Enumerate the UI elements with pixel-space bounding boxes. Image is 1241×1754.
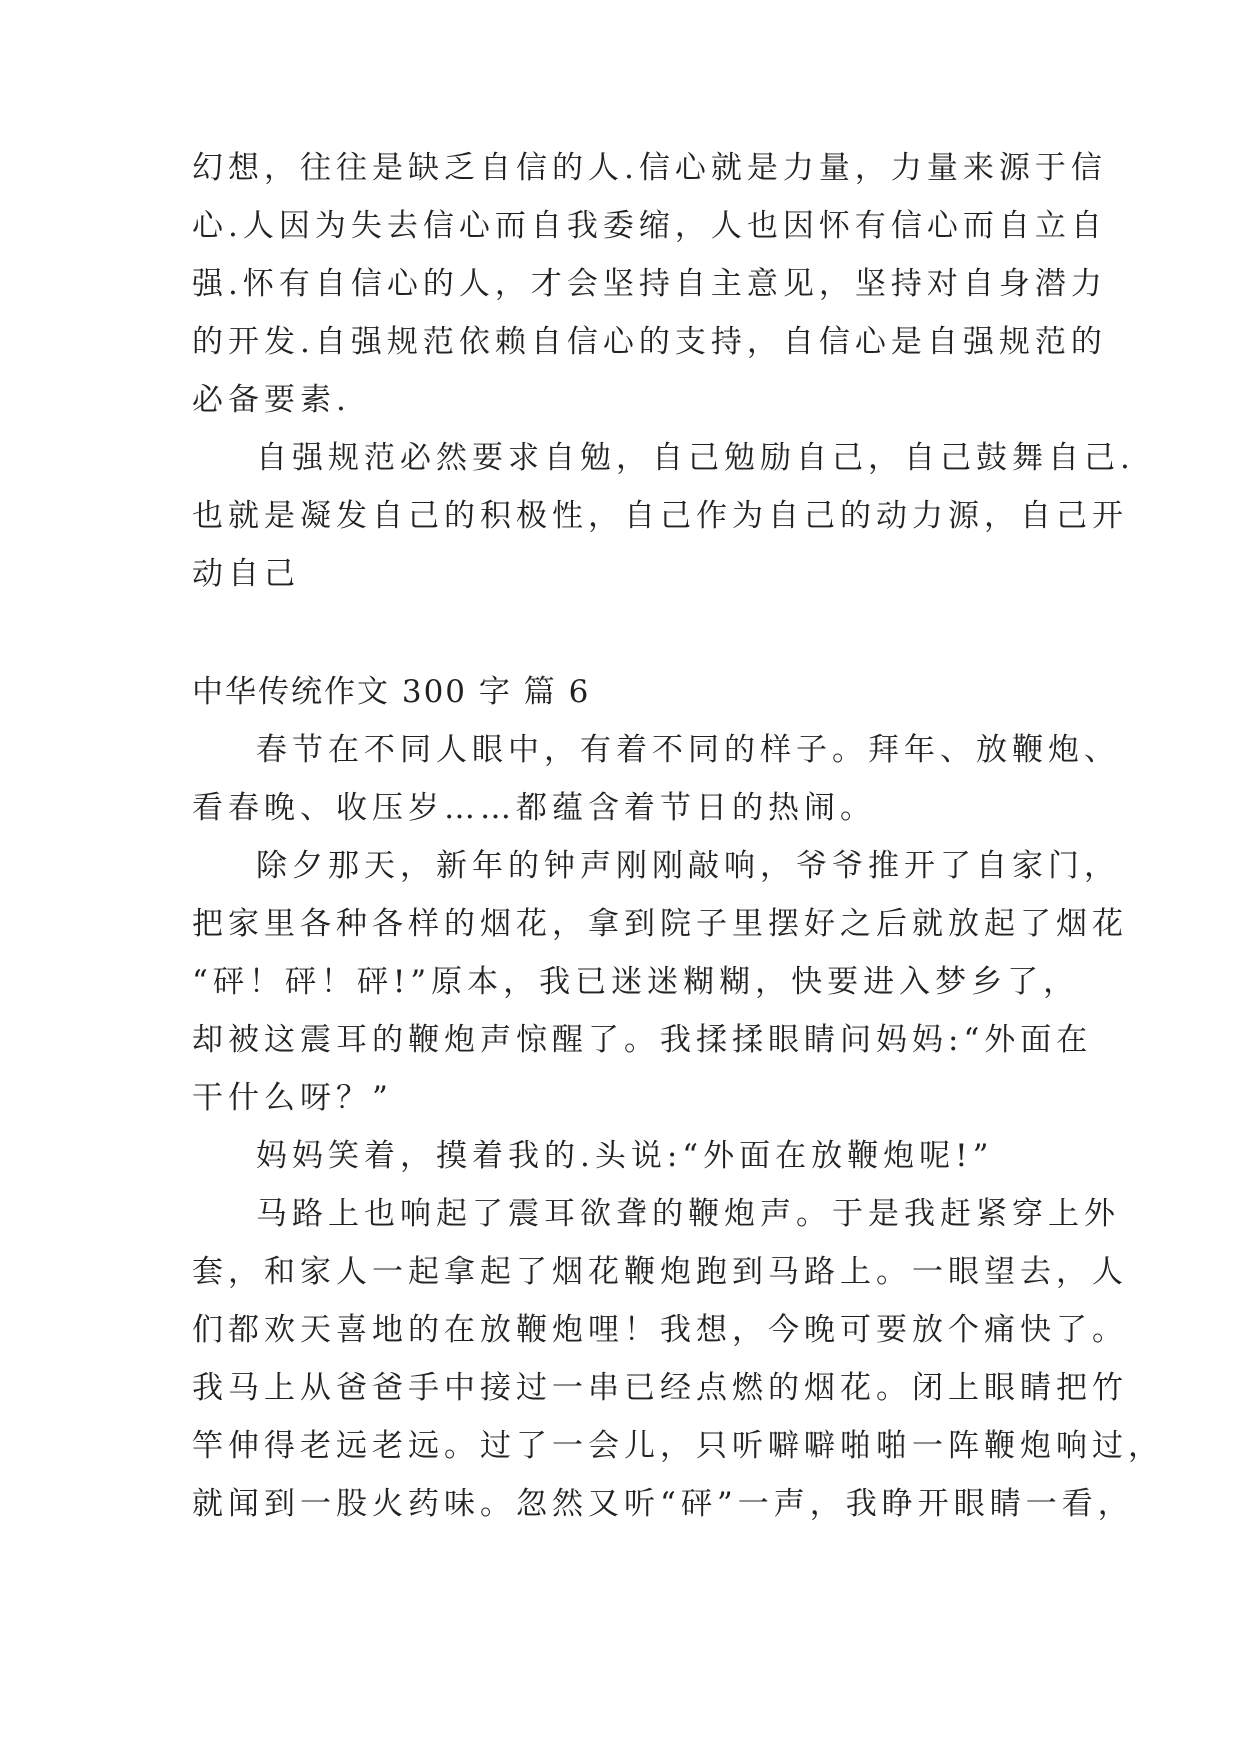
paragraph-line: 动自己 <box>192 556 300 592</box>
paragraph-line: 看春晚、收压岁……都蕴含着节日的热闹。 <box>192 790 876 826</box>
paragraph-line: 套，和家人一起拿起了烟花鞭炮跑到马路上。一眼望去，人 <box>192 1254 1128 1290</box>
paragraph-line: “砰！砰！砰!”原本，我已迷迷糊糊，快要进入梦乡了， <box>192 964 1080 1000</box>
paragraph-line: 自强规范必然要求自勉，自己勉励自己，自己鼓舞自己. <box>256 440 1135 476</box>
section-heading: 中华传统作文 300 字 篇 6 <box>192 674 591 710</box>
paragraph-line: 除夕那天，新年的钟声刚刚敲响，爷爷推开了自家门， <box>256 848 1120 884</box>
paragraph-line: 必备要素. <box>192 382 351 418</box>
paragraph-line: 春节在不同人眼中，有着不同的样子。拜年、放鞭炮、 <box>256 732 1120 768</box>
paragraph-line: 把家里各种各样的烟花，拿到院子里摆好之后就放起了烟花 <box>192 906 1128 942</box>
paragraph-line: 马路上也响起了震耳欲聋的鞭炮声。于是我赶紧穿上外 <box>256 1196 1120 1232</box>
paragraph-line: 心.人因为失去信心而自我委缩，人也因怀有信心而自立自 <box>192 208 1107 244</box>
paragraph-line: 的开发.自强规范依赖自信心的支持，自信心是自强规范的 <box>192 324 1107 360</box>
paragraph-line: 也就是凝发自己的积极性，自己作为自己的动力源，自己开 <box>192 498 1128 534</box>
paragraph-line: 强.怀有自信心的人，才会坚持自主意见，坚持对自身潜力 <box>192 266 1107 302</box>
paragraph-line: 幻想，往往是缺乏自信的人.信心就是力量，力量来源于信 <box>192 150 1107 186</box>
paragraph-line: 我马上从爸爸手中接过一串已经点燃的烟花。闭上眼睛把竹 <box>192 1370 1128 1406</box>
paragraph-line: 竿伸得老远老远。过了一会儿，只听噼噼啪啪一阵鞭炮响过， <box>192 1428 1164 1464</box>
paragraph-line: 就闻到一股火药味。忽然又听“砰”一声，我睁开眼睛一看， <box>192 1486 1134 1522</box>
paragraph-line: 干什么呀？” <box>192 1080 393 1116</box>
paragraph-line: 们都欢天喜地的在放鞭炮哩！我想，今晚可要放个痛快了。 <box>192 1312 1128 1348</box>
paragraph-line: 妈妈笑着，摸着我的.头说:“外面在放鞭炮呢!” <box>256 1138 994 1174</box>
paragraph-line: 却被这震耳的鞭炮声惊醒了。我揉揉眼睛问妈妈:“外面在 <box>192 1022 1093 1058</box>
